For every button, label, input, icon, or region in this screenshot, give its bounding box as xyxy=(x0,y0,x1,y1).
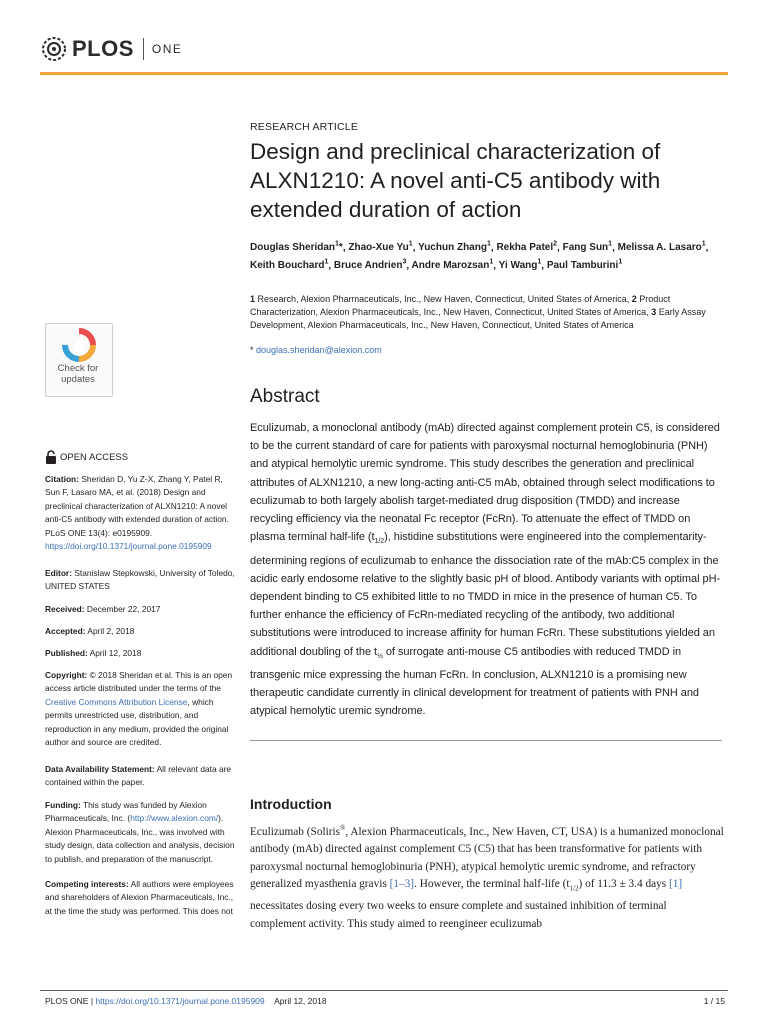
funding: Funding: This study was funded by Alexion Pharmaceuticals, Inc. (http://www.alexion.com/). Alexion Pharmaceuticals, Inc., was involved with study design, data collection and analysis, decision to publish, and preparation of the manuscript. xyxy=(45,800,235,864)
reference-link[interactable]: [1] xyxy=(668,878,683,891)
license-link[interactable]: Creative Commons Attribution License xyxy=(45,696,188,707)
affiliations: 1 Research, Alexion Pharmaceuticals, Inc., New Haven, Connecticut, United States of America, 2 Product Characterization, Alexion Pharmaceuticals, Inc., New Haven, Connecticut, United States of America, 3 Early Assay Development, Alexion Pharmaceuticals, Inc., New Haven, Connecticut, United States of America xyxy=(250,294,706,330)
check-for-updates-icon xyxy=(46,326,112,366)
abstract-heading: Abstract xyxy=(250,386,320,407)
author[interactable]: Rekha Patel$^2$ xyxy=(496,241,558,254)
footer-rule xyxy=(40,990,728,991)
author[interactable]: Douglas Sheridan$^1$* xyxy=(250,241,343,254)
article-title: Design and preclinical characterization of ALXN1210: A novel anti-C5 antibody with extended duration of action xyxy=(250,139,661,222)
logo-divider xyxy=(143,38,144,60)
badge-label: Check for updates xyxy=(57,363,99,385)
accepted-date: Accepted: April 2, 2018 xyxy=(45,626,135,636)
author[interactable]: Bruce Andrien$^3$ xyxy=(333,258,407,272)
header-rule xyxy=(40,72,728,75)
citation: Citation: Sheridan D, Yu Z-X, Zhang Y, Patel R, Sun F, Lasaro MA, et al. (2018) Design and preclinical characterization of ALXN1210: A novel anti-C5 antibody with extended duration of action. PLoS ONE 13(4): e0195909. https://doi.org/10.1371/journal.pone.0195909 xyxy=(45,474,229,552)
corresponding-author: * douglas.sheridan@alexion.com xyxy=(250,345,382,355)
plos-one-logo[interactable] xyxy=(40,34,182,64)
copyright: Copyright: © 2018 Sheridan et al. This is an open access article distributed under the terms of the Creative Commons Attribution License, which permits unrestricted use, distribution, and reproduction in any medium, provided the original author and source are credited. xyxy=(45,670,233,748)
open-access: OPEN ACCESS xyxy=(45,450,128,464)
introduction-body: Eculizumab (Soliris®, Alexion Pharmaceuticals, Inc., New Haven, CT, USA) is a humanized monoclonal antibody (mAb) directed against complement C5 (C5) that has been transformative for patients with paroxysmal nocturnal hemoglobinuria (PNH), atypical hemolytic uremic syndrome, and refractory generalized myasthenia gravis [1–3]. However, the terminal half-life $(t_{1/2})$ of 11.3 ± 3.4 days [1] necessitates dosing every two weeks to ensure complete and sustained inhibition of terminal complement activity. This study aimed to reengineer eculizumab xyxy=(250,824,724,930)
abstract-body: Eculizumab, a monoclonal antibody (mAb) directed against complement protein C5, is considered to be the current standard of care for patients with paroxysmal nocturnal hemoglobinuria (PNH) and atypical hemolytic uremic syndrome. This study describes the generation and preclinical attributes of ALXN1210, a new long-acting anti-C5 mAb, obtained through select modifications to eculizumab to both largely abolish target-mediated drug disposition (TMDD) and increase recycling efficiency via the neonatal Fc receptor (FcRn). To attenuate the effect of TMDD on plasma terminal half-life $(t_{1/2})$, histidine substitutions were engineered into the complementarity-determining regions of eculizumab to enhance the dissociation rate of the mAb:C5 complex in the acidic early endosome relative to the slightly basic pH of blood. Antibody variants with optimal pH-dependent binding to C5 exhibited little to no TMDD in mice in the presence of human C5. To further enhance the efficiency of FcRn-mediated recycling of the antibody, two additional substitutions were introduced to increase affinity for human FcRn. These substitutions yielded an additional doubling of the $t_{\frac{1}{2}}$ of surrogate anti-mouse C5 antibodies with reduced TMDD in transgenic mice expressing the human FcRn. In conclusion, ALXN1210 is a promising new therapeutic candidate currently in clinical development for treatment of patients with PNH and atypical hemolytic uremic syndrome. xyxy=(250,422,721,718)
editor: Editor: Stanislaw Stepkowski, University of Toledo, UNITED STATES xyxy=(45,568,235,592)
introduction-heading: Introduction xyxy=(250,796,332,812)
author[interactable]: Yi Wang$^1$ xyxy=(498,258,542,272)
footer-doi-link[interactable]: https://doi.org/10.1371/journal.pone.0195909 xyxy=(95,996,265,1006)
page-number: 1 / 15 xyxy=(703,996,725,1006)
author[interactable]: Fang Sun$^1$ xyxy=(562,241,613,254)
competing-interests: Competing interests: All authors were employees and shareholders of Alexion Pharmaceuticals, Inc., at the time the study was performed. This does not xyxy=(45,879,234,916)
logo-wordmark: PLOS xyxy=(72,36,134,61)
email-link[interactable]: douglas.sheridan@alexion.com xyxy=(256,345,382,355)
abstract-divider xyxy=(250,740,722,741)
article-type: RESEARCH ARTICLE xyxy=(250,121,359,133)
open-lock-icon xyxy=(45,450,57,464)
author[interactable]: Yuchun Zhang$^1$ xyxy=(418,241,491,254)
published-date: Published: April 12, 2018 xyxy=(45,648,142,658)
author[interactable]: Paul Tamburini$^1$ xyxy=(546,258,623,272)
reference-link[interactable]: [1–3] xyxy=(389,878,415,891)
received-date: Received: December 22, 2017 xyxy=(45,604,161,614)
check-for-updates-badge[interactable] xyxy=(45,323,113,397)
author[interactable]: Zhao-Xue Yu$^1$ xyxy=(348,241,413,254)
author-list: Douglas Sheridan$^1$*, Zhao-Xue Yu$^1$, Yuchun Zhang$^1$, Rekha Patel$^2$, Fang Sun$^1$, Melissa A. Lasaro$^1$, Keith Bouchard$^1$, Bruce Andrien$^3$, Andre Marozsan$^1$, Yi Wang$^1$, Paul Tamburini$^1$ xyxy=(250,241,709,272)
author[interactable]: Melissa A. Lasaro$^1$ xyxy=(617,241,706,254)
data-availability: Data Availability Statement: All relevant data are contained within the paper. xyxy=(45,764,232,788)
doi-link[interactable]: https://doi.org/10.1371/journal.pone.0195909 xyxy=(45,541,212,552)
plos-logo-icon xyxy=(40,35,68,63)
logo-journal: ONE xyxy=(151,42,183,56)
footer: PLOS ONE | https://doi.org/10.1371/journal.pone.0195909 April 12, 2018 xyxy=(45,996,327,1006)
footer-date: April 12, 2018 xyxy=(274,996,327,1006)
author[interactable]: Andre Marozsan$^1$ xyxy=(411,258,494,272)
author[interactable]: Keith Bouchard$^1$ xyxy=(250,258,329,272)
alexion-link[interactable]: http://www.alexion.com/ xyxy=(130,813,219,824)
